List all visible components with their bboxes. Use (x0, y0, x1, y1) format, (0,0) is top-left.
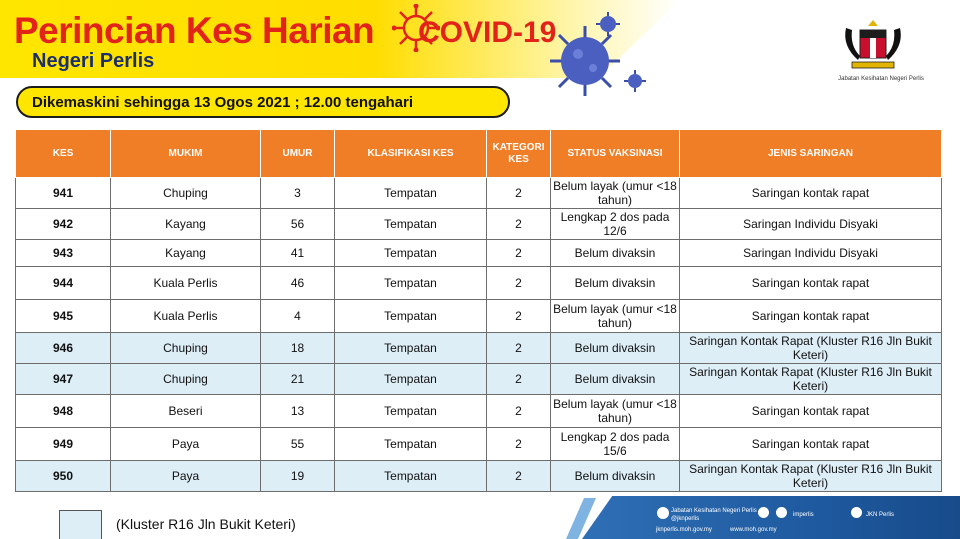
category-cell: 2 (487, 395, 551, 428)
classification-cell: Tempatan (335, 364, 487, 395)
classification-cell: Tempatan (335, 209, 487, 240)
column-header: MUKIM (111, 130, 261, 178)
category-cell: 2 (487, 333, 551, 364)
screening-type-cell: Saringan kontak rapat (680, 428, 942, 461)
table-row (16, 300, 942, 333)
classification-cell: Tempatan (335, 178, 487, 209)
category-cell: 2 (487, 240, 551, 267)
age-cell: 46 (261, 267, 335, 300)
case-table (15, 129, 942, 492)
table-body (16, 178, 942, 492)
age-cell: 55 (261, 428, 335, 461)
screening-type-cell: Saringan kontak rapat (680, 267, 942, 300)
screening-type-cell: Saringan Kontak Rapat (Kluster R16 Jln Bukit Keteri) (680, 364, 942, 395)
classification-cell: Tempatan (335, 395, 487, 428)
table-row (16, 333, 942, 364)
age-cell: 19 (261, 461, 335, 492)
case-number-cell: 943 (16, 240, 111, 267)
case-number-cell: 948 (16, 395, 111, 428)
age-cell: 18 (261, 333, 335, 364)
column-header: UMUR (261, 130, 335, 178)
footer-site2: www.moh.gov.my (730, 527, 777, 533)
age-cell: 41 (261, 240, 335, 267)
screening-type-cell: Saringan Individu Disyaki (680, 209, 942, 240)
classification-cell: Tempatan (335, 461, 487, 492)
screening-type-cell: Saringan kontak rapat (680, 300, 942, 333)
facebook-icon (851, 507, 862, 518)
column-header: KLASIFIKASI KES (335, 130, 487, 178)
updated-date-text: Dikemaskini sehingga 13 Ogos 2021 ; 12.00 tengahari (32, 93, 413, 111)
mukim-cell: Kuala Perlis (111, 300, 261, 333)
classification-cell: Tempatan (335, 267, 487, 300)
mukim-cell: Kayang (111, 240, 261, 267)
instagram-icon (776, 507, 787, 518)
age-cell: 13 (261, 395, 335, 428)
case-number-cell: 949 (16, 428, 111, 461)
age-cell: 56 (261, 209, 335, 240)
case-number-cell: 942 (16, 209, 111, 240)
table-row (16, 364, 942, 395)
table-header-row (16, 130, 942, 178)
screening-type-cell: Saringan Kontak Rapat (Kluster R16 Jln Bukit Keteri) (680, 461, 942, 492)
classification-cell: Tempatan (335, 300, 487, 333)
case-number-cell: 945 (16, 300, 111, 333)
covid-label: COVID-19 (418, 16, 557, 49)
table-row (16, 240, 942, 267)
age-cell: 21 (261, 364, 335, 395)
table-row (16, 461, 942, 492)
category-cell: 2 (487, 267, 551, 300)
footer-site: jknperlis.moh.gov.my (656, 527, 712, 533)
category-cell: 2 (487, 178, 551, 209)
virus-small-icon (596, 12, 620, 36)
mukim-cell: Paya (111, 461, 261, 492)
vaccination-status-cell: Belum layak (umur <18 tahun) (551, 395, 680, 428)
mukim-cell: Chuping (111, 333, 261, 364)
vaccination-status-cell: Belum divaksin (551, 240, 680, 267)
category-cell: 2 (487, 209, 551, 240)
twitter-icon (758, 507, 769, 518)
vaccination-status-cell: Lengkap 2 dos pada 12/6 (551, 209, 680, 240)
age-cell: 4 (261, 300, 335, 333)
logo-caption: Jabatan Kesihatan Negeri Perlis (838, 76, 924, 82)
category-cell: 2 (487, 364, 551, 395)
column-header: KATEGORI KES (487, 130, 551, 178)
mukim-cell: Kayang (111, 209, 261, 240)
updated-date-banner (16, 86, 510, 118)
case-number-cell: 947 (16, 364, 111, 395)
column-header: JENIS SARINGAN (680, 130, 942, 178)
mukim-cell: Kuala Perlis (111, 267, 261, 300)
mukim-cell: Chuping (111, 178, 261, 209)
case-number-cell: 950 (16, 461, 111, 492)
classification-cell: Tempatan (335, 428, 487, 461)
page-title: Perincian Kes Harian (14, 10, 375, 51)
table-row (16, 395, 942, 428)
legend-swatch (59, 510, 102, 539)
footer-org: Jabatan Kesihatan Negeri Perlis (671, 508, 757, 514)
category-cell: 2 (487, 300, 551, 333)
vaccination-status-cell: Belum layak (umur <18 tahun) (551, 300, 680, 333)
page-subtitle: Negeri Perlis (32, 50, 155, 72)
vaccination-status-cell: Belum divaksin (551, 333, 680, 364)
footer-jkn: JKN Perlis (866, 512, 895, 518)
coat-of-arms-logo-icon (840, 16, 906, 74)
case-number-cell: 941 (16, 178, 111, 209)
classification-cell: Tempatan (335, 333, 487, 364)
case-number-cell: 944 (16, 267, 111, 300)
vaccination-status-cell: Belum divaksin (551, 364, 680, 395)
vaccination-status-cell: Belum layak (umur <18 tahun) (551, 178, 680, 209)
virus-small-icon (624, 70, 646, 92)
category-cell: 2 (487, 461, 551, 492)
vaccination-status-cell: Belum divaksin (551, 267, 680, 300)
screening-type-cell: Saringan kontak rapat (680, 178, 942, 209)
table-row (16, 428, 942, 461)
legend-label: (Kluster R16 Jln Bukit Keteri) (116, 516, 296, 532)
column-header: KES (16, 130, 111, 178)
case-number-cell: 946 (16, 333, 111, 364)
category-cell: 2 (487, 428, 551, 461)
mukim-cell: Paya (111, 428, 261, 461)
column-header: STATUS VAKSINASI (551, 130, 680, 178)
screening-type-cell: Saringan Kontak Rapat (Kluster R16 Jln Bukit Keteri) (680, 333, 942, 364)
jkn-logo-icon (657, 507, 669, 519)
vaccination-status-cell: Lengkap 2 dos pada 15/6 (551, 428, 680, 461)
screening-type-cell: Saringan Individu Disyaki (680, 240, 942, 267)
mukim-cell: Beseri (111, 395, 261, 428)
screening-type-cell: Saringan kontak rapat (680, 395, 942, 428)
vaccination-status-cell: Belum divaksin (551, 461, 680, 492)
table-row (16, 209, 942, 240)
footer-handle: @jknperlis (671, 516, 700, 522)
footer-imperlis: imperlis (793, 512, 814, 518)
table-row (16, 267, 942, 300)
classification-cell: Tempatan (335, 240, 487, 267)
table-row (16, 178, 942, 209)
mukim-cell: Chuping (111, 364, 261, 395)
age-cell: 3 (261, 178, 335, 209)
